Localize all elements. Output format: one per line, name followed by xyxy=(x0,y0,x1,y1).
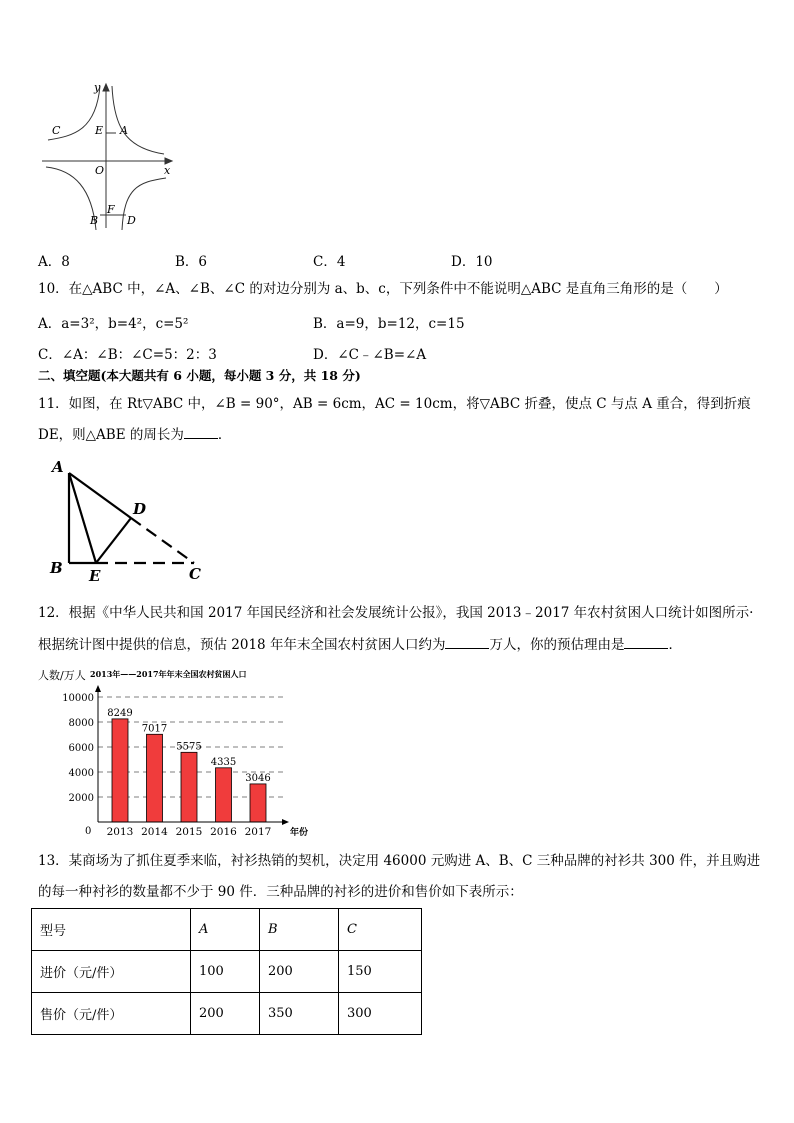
table-header-cell: 型号 xyxy=(32,909,191,951)
chart-bar xyxy=(216,768,232,822)
q9-option-a[interactable]: A．8 xyxy=(38,254,70,270)
chart-bar xyxy=(250,784,266,822)
q12-line2-end: ． xyxy=(668,637,682,653)
table-row xyxy=(32,951,422,993)
q9-option-b[interactable]: B．6 xyxy=(175,254,208,270)
edge-ae xyxy=(69,473,96,563)
label-d: D xyxy=(127,214,136,227)
chart-bar-value-label: 5575 xyxy=(176,741,202,753)
poverty-bar-chart xyxy=(34,662,334,844)
q11-line2-text: DE，则△ABE 的周长为 xyxy=(38,427,184,443)
table-cell: 150 xyxy=(339,951,422,993)
label-c: C xyxy=(52,124,61,137)
hyperbola-branch-lower-left xyxy=(46,167,99,230)
table-header-cell: C xyxy=(339,909,422,951)
chart-title: 2013年——2017年年末全国农村贫困人口 xyxy=(90,669,247,679)
chart-ytick-label: 8000 xyxy=(68,718,94,729)
chart-x-axis-arrow xyxy=(282,819,289,825)
q12-line1: 12．根据《中华人民共和国 2017 年国民经济和社会发展统计公报》，我国 2013﹣2017 年农村贫困人口统计如图所示· xyxy=(38,605,754,621)
table-cell: 350 xyxy=(260,993,339,1035)
chart-bar-value-label: 7017 xyxy=(141,723,168,735)
q11-triangle-figure xyxy=(44,455,214,585)
label-e: E xyxy=(89,567,101,585)
section-heading: 二、填空题(本大题共有 6 小题，每小题 3 分，共 18 分) xyxy=(38,368,361,383)
q10-stem: 10．在△ABC 中，∠A、∠B、∠C 的对边分别为 a、b、c，下列条件中不能说明△ABC 是直角三角形的是（ ） xyxy=(38,281,728,297)
table-cell: 200 xyxy=(191,993,260,1035)
q10-option-a[interactable]: A．a=3²，b=4²，c=5² xyxy=(38,316,189,332)
chart-bar-value-label: 3046 xyxy=(245,772,271,784)
label-o: O xyxy=(95,164,105,177)
chart-origin-label: 0 xyxy=(85,826,92,837)
chart-bar-value-label: 8249 xyxy=(107,707,133,719)
label-e: E xyxy=(95,124,104,137)
chart-bar xyxy=(112,719,128,822)
table-cell: 200 xyxy=(260,951,339,993)
chart-bar-value-label: 4335 xyxy=(210,756,237,768)
q11-line2-end: ． xyxy=(217,427,232,443)
hyperbola-branch-upper-right xyxy=(112,86,164,154)
q12-line2-text-b: 万人，你的预估理由是 xyxy=(489,637,625,653)
chart-ylabel: 人数/万人 xyxy=(38,669,86,682)
q11-line2 xyxy=(38,424,231,445)
q13-line1: 13．某商场为了抓住夏季来临，衬衫热销的契机，决定用 46000 元购进 A、B、C 三种品牌的衬衫共 300 件，并且购进 xyxy=(38,853,761,869)
chart-xtick-label: 2016 xyxy=(210,826,237,838)
edge-dc-dashed xyxy=(131,518,194,563)
q12-answer-blank-1[interactable] xyxy=(445,634,489,649)
label-c: C xyxy=(189,565,201,583)
table-cell: 进价（元/件） xyxy=(32,951,191,993)
chart-bar xyxy=(147,734,163,822)
edge-ad xyxy=(69,473,131,518)
table-header-cell: A xyxy=(191,909,260,951)
q12-answer-blank-2[interactable] xyxy=(624,634,668,649)
chart-y-axis-arrow xyxy=(95,685,101,692)
q9-hyperbola-graph xyxy=(34,78,184,238)
table-cell: 100 xyxy=(191,951,260,993)
table-cell: 300 xyxy=(339,993,422,1035)
q12-line2-text-a: 根据统计图中提供的信息，预估 2018 年年末全国农村贫困人口约为 xyxy=(38,637,446,653)
q10-option-b[interactable]: B．a=9，b=12，c=15 xyxy=(313,316,465,332)
q9-option-d[interactable]: D．10 xyxy=(451,254,493,270)
chart-xtick-label: 2017 xyxy=(244,826,272,838)
chart-ytick-label: 2000 xyxy=(68,793,94,804)
q11-answer-blank[interactable] xyxy=(184,424,218,439)
chart-xtick-label: 2014 xyxy=(141,826,168,838)
label-x: x xyxy=(164,164,171,177)
q10-option-d[interactable]: D．∠C﹣∠B=∠A xyxy=(313,347,427,363)
q11-line1: 11．如图，在 Rt▽ABC 中，∠B = 90°，AB = 6cm，AC = 10cm，将▽ABC 折叠，使点 C 与点 A 重合，得到折痕 xyxy=(38,396,751,412)
q12-line2 xyxy=(38,634,682,655)
q13-line2: 的每一种衬衫的数量都不少于 90 件．三种品牌的衬衫的进价和售价如下表所示： xyxy=(38,884,523,900)
chart-bar xyxy=(181,752,197,822)
edge-ed xyxy=(96,518,131,563)
y-axis-arrow xyxy=(103,84,109,91)
chart-xtick-label: 2013 xyxy=(106,826,134,838)
label-a: A xyxy=(52,458,64,476)
chart-xtick-label: 2015 xyxy=(175,826,203,838)
table-header-cell: B xyxy=(260,909,339,951)
chart-xlabel: 年份 xyxy=(290,828,309,838)
label-b: B xyxy=(50,559,63,577)
table-header-row xyxy=(32,909,422,951)
table-cell: 售价（元/件） xyxy=(32,993,191,1035)
chart-ytick-label: 4000 xyxy=(68,768,94,779)
label-f: F xyxy=(107,203,115,216)
chart-ytick-label: 10000 xyxy=(62,693,94,704)
label-y: y xyxy=(94,81,101,94)
chart-ytick-label: 6000 xyxy=(68,743,94,754)
label-b: B xyxy=(90,214,99,227)
price-table xyxy=(31,908,422,1035)
q10-option-c[interactable]: C．∠A：∠B：∠C=5：2：3 xyxy=(38,347,217,363)
table-row xyxy=(32,993,422,1035)
q9-option-c[interactable]: C．4 xyxy=(313,254,346,270)
label-d: D xyxy=(133,500,147,518)
label-a: A xyxy=(120,124,128,137)
